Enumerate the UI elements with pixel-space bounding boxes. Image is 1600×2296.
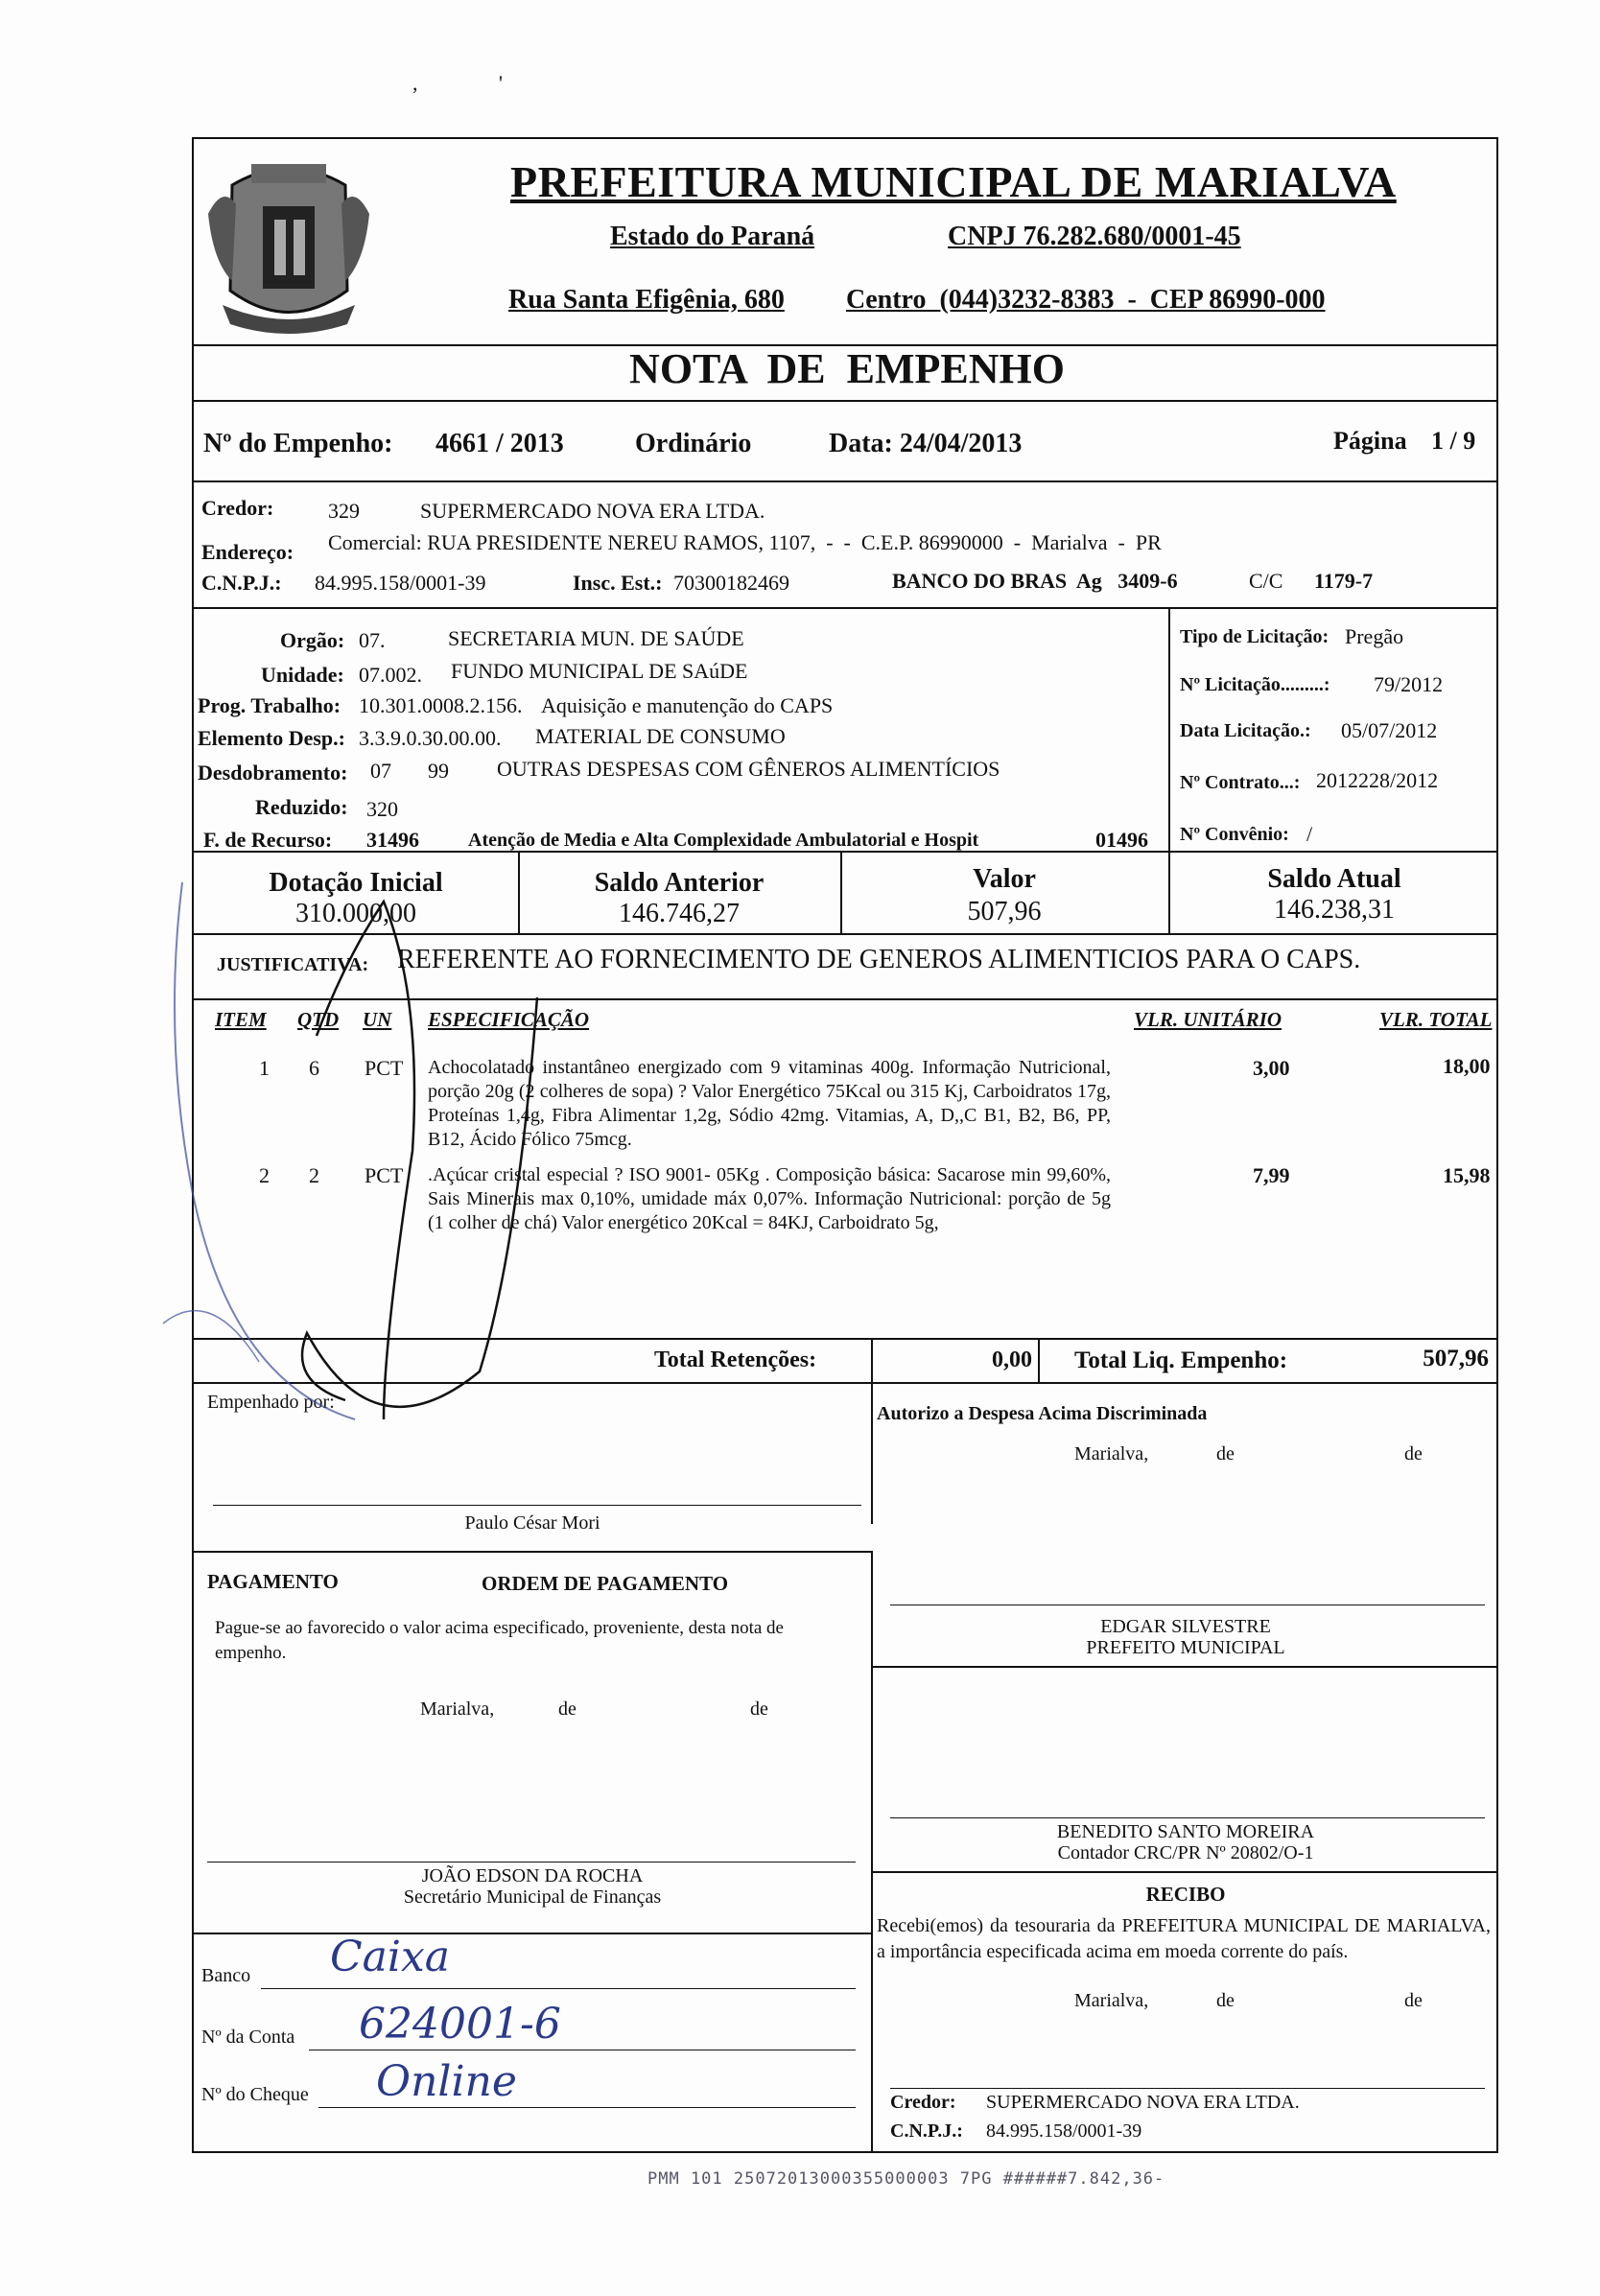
col-qtd: QTD — [297, 1008, 340, 1031]
elemento-label: Elemento Desp.: — [198, 726, 345, 750]
insc-label: Insc. Est.: — [573, 571, 663, 595]
prog-code: 10.301.0008.2.156. — [359, 693, 523, 717]
recibo-de-2: de — [1404, 1990, 1423, 2011]
col-especificacao: ESPECIFICAÇÃO — [428, 1008, 590, 1031]
prog-label: Prog. Trabalho: — [198, 693, 341, 717]
recibo-cnpj-label: C.N.P.J.: — [890, 2120, 963, 2142]
credor-address: Comercial: RUA PRESIDENTE NEREU RAMOS, 1107, - - C.E.P. 86990000 - Marialva - PR — [328, 530, 1162, 554]
liquido-value: 507,96 — [1423, 1346, 1489, 1371]
cheque-label: Nº do Cheque — [201, 2084, 309, 2105]
dotacao-value: 310.000,00 — [295, 899, 416, 928]
autorizo-de-2: de — [1404, 1443, 1423, 1464]
convenio-value: / — [1306, 822, 1313, 846]
banco-handwritten: Caixa — [330, 1933, 451, 1981]
orgao-label: Orgão: — [280, 628, 345, 652]
empenho-number-label: Nº do Empenho: — [203, 429, 393, 458]
recibo-credor-label: Credor: — [890, 2092, 956, 2113]
conta-label: Nº da Conta — [201, 2027, 295, 2048]
desdobramento-a: 07 — [370, 759, 391, 783]
pagamento-de-2: de — [750, 1699, 768, 1720]
empenho-number: 4661 / 2013 — [435, 429, 564, 458]
empenhado-label: Empenhado por: — [207, 1392, 335, 1413]
contrato-label: Nº Contrato...: — [1180, 772, 1301, 793]
credor-code: 329 — [328, 499, 360, 523]
conta-handwritten: 624001-6 — [359, 2000, 561, 2049]
cc-value: 1179-7 — [1314, 569, 1374, 593]
secretario-title: Secretário Municipal de Finanças — [403, 1886, 662, 1908]
contador-title: Contador CRC/PR Nº 20802/O-1 — [1057, 1842, 1314, 1863]
recurso-code-2: 01496 — [1095, 828, 1148, 852]
reduzido-label: Reduzido: — [255, 795, 348, 819]
cnpj-label: C.N.P.J.: — [201, 571, 282, 595]
numero-licitacao-label: Nº Licitação.........: — [1180, 674, 1330, 695]
unidade-name: FUNDO MUNICIPAL DE SAúDE — [451, 659, 748, 683]
item-total: 15,98 — [1443, 1163, 1491, 1187]
elemento-name: MATERIAL DE CONSUMO — [535, 724, 786, 748]
item-total: 18,00 — [1443, 1054, 1491, 1078]
pagamento-label: PAGAMENTO — [207, 1570, 339, 1593]
recurso-name: Atenção de Media e Alta Complexidade Ambulatorial e Hospit — [468, 830, 979, 851]
item-spec: Achocolatado instantâneo energizado com 9 vitaminas 400g. Informação Nutricional, porção 20g (2 colheres de sopa) ? Valor Energético 75Kcal ou 315 Kj, Carboidratos 17g, Proteínas 1,4g, Fibra Alimentar 1,2g, Sódio 42mg. Vitamias, A, D,,C B1, B2, B6, PP, B12, Ácido Fólico 75mcg. — [428, 1057, 1111, 1150]
empenhado-name: Paulo César Mori — [464, 1512, 600, 1534]
prefeito-name: EDGAR SILVESTRE — [1100, 1616, 1271, 1637]
retencoes-label: Total Retenções: — [654, 1347, 817, 1372]
saldo-atual-value: 146.238,31 — [1274, 895, 1395, 925]
desdobramento-name: OUTRAS DESPESAS COM GÊNEROS ALIMENTÍCIOS — [497, 757, 1000, 781]
municipality-cnpj: CNPJ 76.282.680/0001-45 — [948, 222, 1241, 251]
justificativa-label: JUSTIFICATIVA: — [217, 954, 369, 975]
retencoes-value: 0,00 — [992, 1347, 1032, 1372]
recibo-text: Recebi(emos) da tesouraria da PREFEITURA MUNICIPAL DE MARIALVA, a importância especificada acima em moeda corrente do país. — [877, 1915, 1491, 1962]
item-number: 2 — [259, 1163, 270, 1187]
prefeito-title: PREFEITO MUNICIPAL — [1086, 1637, 1285, 1658]
item-number: 1 — [259, 1056, 270, 1080]
page-label: Página — [1333, 427, 1407, 455]
scan-mark: ' — [499, 71, 503, 95]
desdobramento-label: Desdobramento: — [198, 761, 348, 785]
contador-name: BENEDITO SANTO MOREIRA — [1056, 1821, 1315, 1842]
autorizo-city: Marialva, — [1074, 1443, 1149, 1464]
pagamento-text: Pague-se ao favorecido o valor acima especificado, proveniente, desta nota de empenho. — [215, 1618, 784, 1663]
tipo-licitacao-label: Tipo de Licitação: — [1180, 626, 1329, 647]
autorizo-de-1: de — [1216, 1443, 1235, 1464]
col-item: ITEM — [215, 1008, 267, 1031]
item-unit-price: 3,00 — [1253, 1056, 1290, 1080]
item-spec: .Açúcar cristal especial ? ISO 9001- 05Kg . Composição básica: Sacarose min 99,60%, Sais Minerais max 0,10%, umidade máx 0,07%. Informação Nutricional: porção de 5g (1 colher de chá) Valor energético 20Kcal = 84KJ, Carboidrato 5g, — [428, 1164, 1111, 1233]
justificativa-text: REFERENTE AO FORNECIMENTO DE GENEROS ALIMENTICIOS PARA O CAPS. — [397, 945, 1361, 974]
municipal-crest-icon — [203, 147, 374, 337]
valor-value: 507,96 — [967, 897, 1042, 926]
cheque-handwritten: Online — [376, 2057, 517, 2106]
bank-info: BANCO DO BRAS Ag 3409-6 — [892, 569, 1178, 593]
recibo-cnpj: 84.995.158/0001-39 — [986, 2120, 1142, 2142]
item-unit: PCT — [365, 1163, 404, 1187]
cc-label: C/C — [1249, 569, 1283, 593]
unidade-label: Unidade: — [261, 663, 344, 687]
item-unit-price: 7,99 — [1253, 1163, 1290, 1187]
data-licitacao: 05/07/2012 — [1341, 718, 1438, 742]
prog-name: Aquisição e manutenção do CAPS — [541, 693, 834, 717]
empenho-date: Data: 24/04/2013 — [829, 429, 1023, 458]
liquido-label: Total Liq. Empenho: — [1074, 1347, 1288, 1373]
handwritten-signature-icon — [153, 844, 614, 1496]
col-unit-price: VLR. UNITÁRIO — [1134, 1008, 1282, 1031]
item-unit: PCT — [365, 1056, 404, 1080]
scan-mark: , — [412, 71, 418, 95]
saldo-anterior-value: 146.746,27 — [619, 899, 740, 928]
item-qtd: 6 — [309, 1056, 319, 1080]
recibo-title: RECIBO — [1145, 1883, 1226, 1906]
municipality-title: PREFEITURA MUNICIPAL DE MARIALVA — [510, 157, 1397, 206]
recibo-city: Marialva, — [1074, 1990, 1149, 2011]
ordem-pagamento-label: ORDEM DE PAGAMENTO — [482, 1572, 729, 1595]
pagamento-de-1: de — [558, 1699, 576, 1720]
recurso-code: 31496 — [366, 828, 419, 852]
dotacao-label: Dotação Inicial — [269, 868, 443, 898]
saldo-atual-label: Saldo Atual — [1267, 864, 1401, 894]
page-number: 1 / 9 — [1431, 427, 1476, 455]
contrato-number: 2012228/2012 — [1316, 768, 1439, 792]
reduzido-value: 320 — [366, 797, 398, 821]
item-qtd: 2 — [309, 1163, 319, 1187]
endereco-label: Endereço: — [201, 540, 294, 564]
banco-label: Banco — [201, 1965, 251, 1986]
street-address: Rua Santa Efigênia, 680 — [508, 285, 785, 315]
document-title: NOTA DE EMPENHO — [629, 345, 1065, 392]
pagamento-city: Marialva, — [420, 1699, 495, 1720]
recibo-credor: SUPERMERCADO NOVA ERA LTDA. — [986, 2092, 1300, 2113]
recibo-de-1: de — [1216, 1990, 1235, 2011]
elemento-code: 3.3.9.0.30.00.00. — [359, 726, 502, 750]
tipo-licitacao: Pregão — [1345, 624, 1404, 648]
credor-cnpj: 84.995.158/0001-39 — [315, 571, 486, 595]
data-licitacao-label: Data Licitação.: — [1180, 720, 1311, 741]
footer-code: PMM 101 25072013000355000003 7PG ######7.842,36- — [647, 2169, 1165, 2189]
orgao-code: 07. — [359, 628, 386, 652]
col-total: VLR. TOTAL — [1379, 1008, 1493, 1031]
desdobramento-b: 99 — [428, 759, 449, 783]
recurso-label: F. de Recurso: — [203, 828, 333, 852]
credor-label: Credor: — [201, 496, 274, 520]
col-un: UN — [363, 1008, 392, 1031]
unidade-code: 07.002. — [359, 663, 422, 687]
secretario-name: JOÃO EDSON DA ROCHA — [421, 1865, 644, 1886]
saldo-anterior-label: Saldo Anterior — [594, 868, 765, 898]
insc-value: 70300182469 — [673, 571, 789, 595]
numero-licitacao: 79/2012 — [1374, 672, 1444, 696]
orgao-name: SECRETARIA MUN. DE SAÚDE — [448, 626, 744, 650]
credor-name: SUPERMERCADO NOVA ERA LTDA. — [420, 499, 765, 523]
contact-line: Centro (044)3232-8383 - CEP 86990-000 — [846, 285, 1326, 315]
convenio-label: Nº Convênio: — [1180, 824, 1289, 845]
empenho-type: Ordinário — [635, 429, 752, 458]
state-name: Estado do Paraná — [610, 222, 815, 251]
valor-label: Valor — [973, 864, 1036, 894]
autorizo-text: Autorizo a Despesa Acima Discriminada — [877, 1403, 1208, 1424]
